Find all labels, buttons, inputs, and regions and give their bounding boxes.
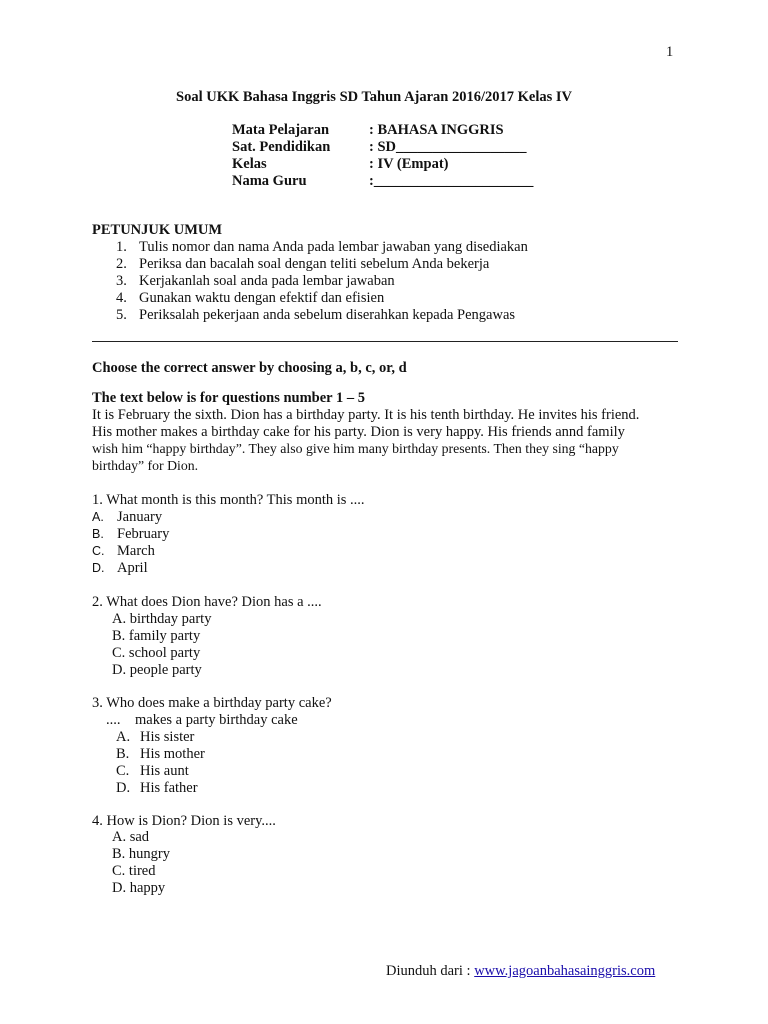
divider-line xyxy=(92,341,678,342)
option-letter: A. xyxy=(116,729,131,745)
option-text: A. birthday party xyxy=(112,611,212,627)
info-label: Nama Guru xyxy=(232,173,307,189)
question-text: 2. What does Dion have? Dion has a .... xyxy=(92,594,322,610)
option-text: D. happy xyxy=(112,880,166,896)
instruction-number: 5. xyxy=(116,307,127,323)
info-value: : SD__________________ xyxy=(369,139,527,155)
instruction-number: 2. xyxy=(116,256,127,272)
option-text: April xyxy=(117,560,148,576)
passage-line: wish him “happy birthday”. They also give him many birthday presents. Then they sing “happy xyxy=(92,441,619,456)
option-text: His father xyxy=(140,780,198,796)
question-text: 1. What month is this month? This month is .... xyxy=(92,492,365,508)
instruction-text: Gunakan waktu dengan efektif dan efisien xyxy=(139,290,385,306)
info-value: :______________________ xyxy=(369,173,534,189)
option-text: B. hungry xyxy=(112,846,170,862)
option-text: His aunt xyxy=(140,763,189,779)
option-letter: A. xyxy=(92,510,104,524)
option-text: A. sad xyxy=(112,829,150,845)
option-text: D. people party xyxy=(112,662,202,678)
passage-line: birthday” for Dion. xyxy=(92,458,199,473)
option-text: B. family party xyxy=(112,628,201,644)
option-text: His mother xyxy=(140,746,205,762)
instruction-text: Kerjakanlah soal anda pada lembar jawaban xyxy=(139,273,395,289)
passage-line: His mother makes a birthday cake for his party. Dion is very happy. His friends annd family xyxy=(92,424,625,440)
option-letter: B. xyxy=(92,527,104,541)
option-letter: B. xyxy=(116,746,130,762)
question-text: 4. How is Dion? Dion is very.... xyxy=(92,813,276,829)
instruction-number: 3. xyxy=(116,273,127,289)
option-text: C. school party xyxy=(112,645,201,661)
info-value: : BAHASA INGGRIS xyxy=(369,122,504,138)
directive: Choose the correct answer by choosing a, b, c, or, d xyxy=(92,360,407,376)
page-title: Soal UKK Bahasa Inggris SD Tahun Ajaran 2016/2017 Kelas IV xyxy=(176,89,573,105)
option-text: March xyxy=(117,543,155,559)
info-value: : IV (Empat) xyxy=(369,156,449,172)
instructions-heading: PETUNJUK UMUM xyxy=(92,222,223,238)
footer-link[interactable]: www.jagoanbahasainggris.com xyxy=(474,963,656,979)
option-letter: C. xyxy=(92,544,105,558)
page-number: 1 xyxy=(666,44,674,60)
option-letter: D. xyxy=(92,561,105,575)
option-text: February xyxy=(117,526,170,542)
footer xyxy=(386,963,655,980)
passage-line: It is February the sixth. Dion has a birthday party. It is his tenth birthday. He invites his friend. xyxy=(92,407,640,423)
option-text: C. tired xyxy=(112,863,156,879)
question-text: 3. Who does make a birthday party cake? xyxy=(92,695,332,711)
instruction-text: Periksa dan bacalah soal dengan teliti sebelum Anda bekerja xyxy=(139,256,490,272)
instruction-number: 1. xyxy=(116,239,127,255)
question-subline: .... makes a party birthday cake xyxy=(106,712,298,728)
passage-heading: The text below is for questions number 1 – 5 xyxy=(92,390,365,406)
footer-prefix: Diunduh dari : xyxy=(386,963,475,979)
info-label: Kelas xyxy=(232,156,267,172)
option-text: His sister xyxy=(140,729,195,745)
instruction-text: Tulis nomor dan nama Anda pada lembar jawaban yang disediakan xyxy=(139,239,528,255)
option-letter: C. xyxy=(116,763,130,779)
option-letter: D. xyxy=(116,780,131,796)
option-text: January xyxy=(117,509,163,525)
info-label: Sat. Pendidikan xyxy=(232,139,331,155)
instruction-number: 4. xyxy=(116,290,127,306)
instruction-text: Periksalah pekerjaan anda sebelum diserahkan kepada Pengawas xyxy=(139,307,516,323)
info-label: Mata Pelajaran xyxy=(232,122,330,138)
